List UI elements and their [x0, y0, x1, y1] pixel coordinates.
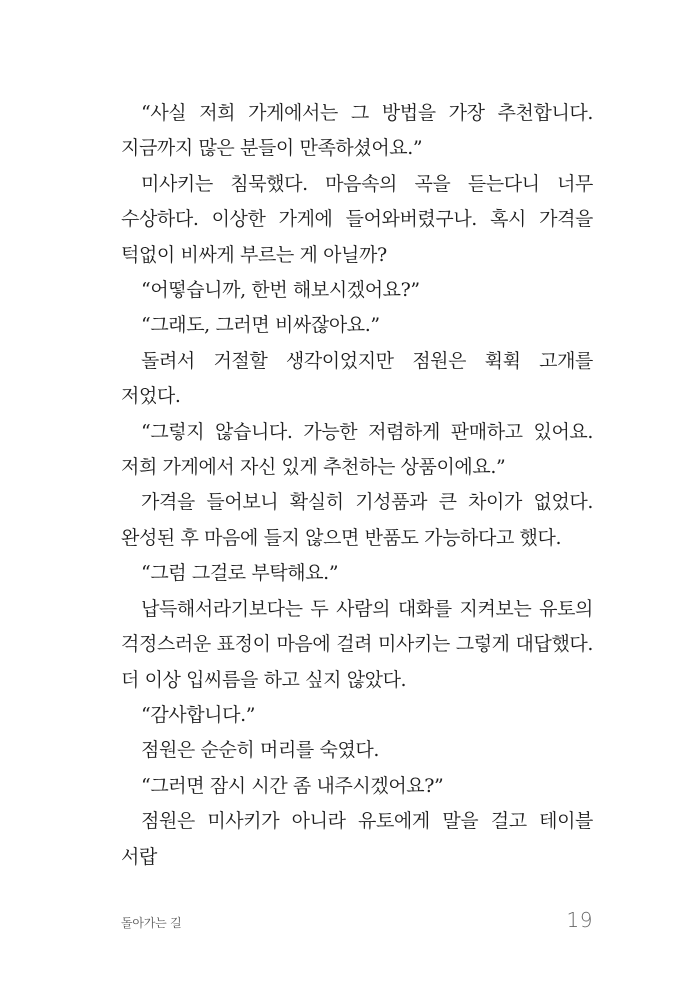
page-body — [121, 96, 593, 875]
paragraph: “그래도, 그러면 비싸잖아요.” — [141, 314, 380, 337]
paragraph: “그렇지 않습니다. 가능한 저렴하게 판매하고 있어요. 저희 가게에서 자신 있게 추천하는 상품이에요.” — [121, 420, 593, 479]
paragraph: “사실 저희 가게에서는 그 방법을 가장 추천합니다. 지금까지 많은 분들이 만족하셨어요.” — [121, 102, 593, 160]
paragraph: 돌려서 거절할 생각이었지만 점원은 휙휙 고개를 저었다. — [121, 349, 593, 408]
paragraph: “그러면 잠시 시간 좀 내주시겠어요?” — [141, 774, 444, 797]
paragraph: 미사키는 침묵했다. 마음속의 곡을 듣는다니 너무 수상하다. 이상한 가게에 들어와버렸구나. 혹시 가격을 턱없이 비싸게 부르는 게 아닐까? — [121, 172, 593, 266]
paragraph: 점원은 순순히 머리를 숙였다. — [141, 739, 380, 762]
paragraph: 납득해서라기보다는 두 사람의 대화를 지켜보는 유토의 걱정스러운 표정이 마음에 걸려 미사키는 그렇게 대답했다. 더 이상 입씨름을 하고 싶지 않았다. — [121, 597, 593, 691]
paragraph: 가격을 들어보니 확실히 기성품과 큰 차이가 없었다. 완성된 후 마음에 들지 않으면 반품도 가능하다고 했다. — [121, 491, 593, 549]
page-footer — [121, 908, 593, 936]
paragraph: 점원은 미사키가 아니라 유토에게 말을 걸고 테이블 서랍 — [121, 810, 593, 868]
paragraph: “감사합니다.” — [141, 703, 256, 726]
page-number: 19 — [566, 908, 593, 932]
paragraph: “어떻습니까, 한번 해보시겠어요?” — [141, 279, 420, 302]
running-title: 돌아가는 길 — [121, 916, 182, 930]
paragraph: “그럼 그걸로 부탁해요.” — [141, 562, 339, 585]
